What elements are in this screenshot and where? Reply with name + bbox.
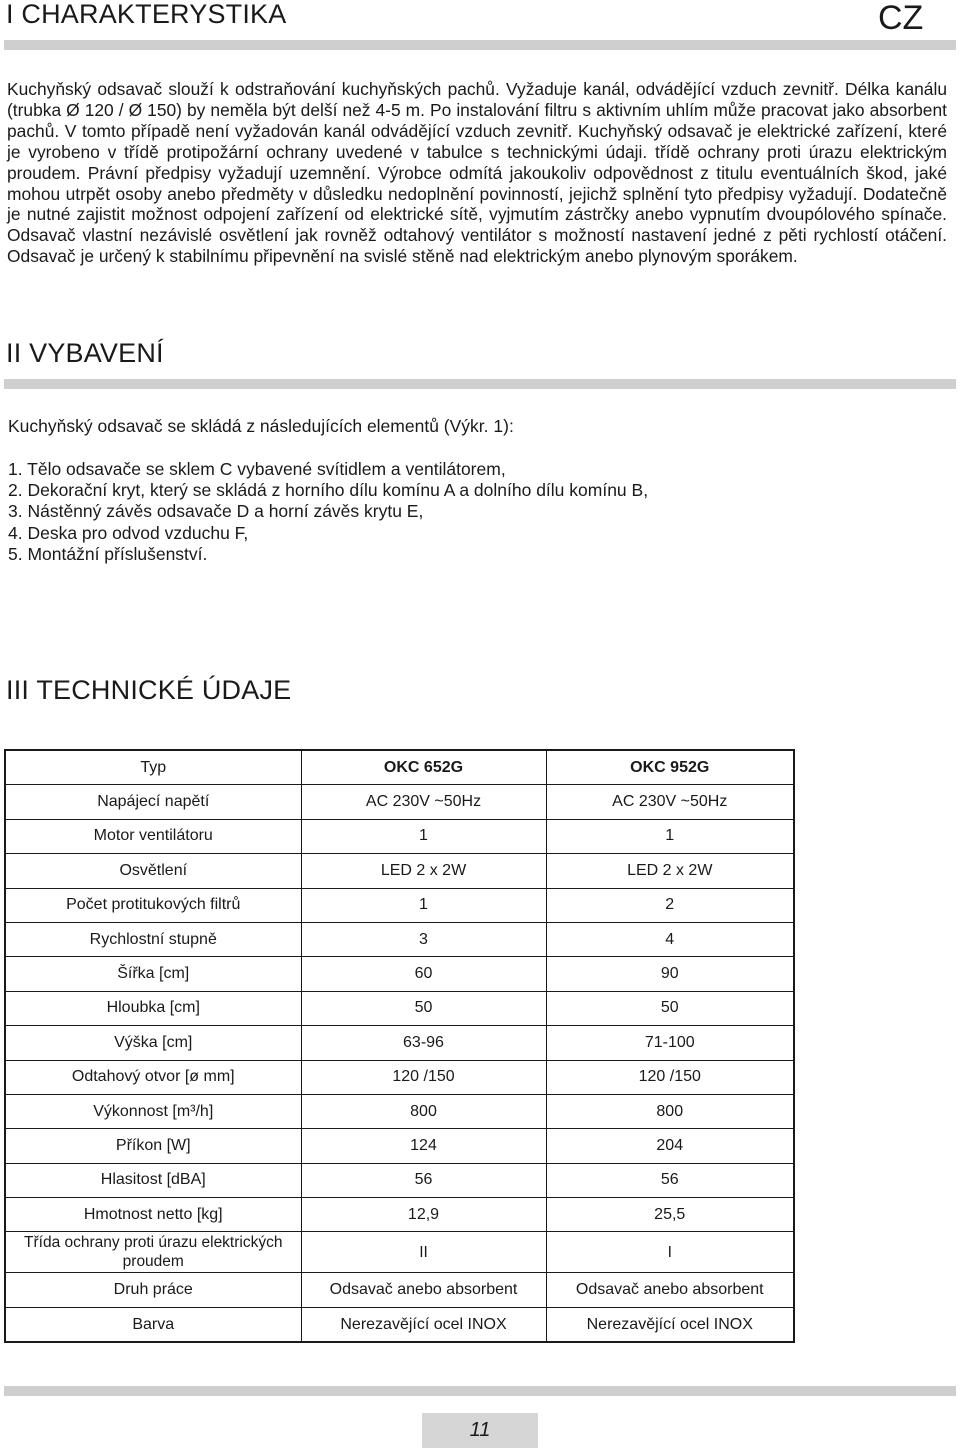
table-cell: 12,9 <box>301 1198 546 1232</box>
table-cell: 50 <box>546 991 794 1025</box>
table-row <box>5 957 794 991</box>
table-cell: Osvětlení <box>5 854 301 888</box>
table-cell: 56 <box>301 1163 546 1197</box>
table-row <box>5 922 794 956</box>
table-cell: Napájecí napětí <box>5 785 301 819</box>
table-cell: 1 <box>301 888 546 922</box>
list-item: 2. Dekorační kryt, který se skládá z horního dílu komínu A a dolního dílu komínu B, <box>8 480 649 501</box>
table-cell: Hloubka [cm] <box>5 991 301 1025</box>
table-cell: 2 <box>546 888 794 922</box>
table-cell: Odtahový otvor [ø mm] <box>5 1060 301 1094</box>
table-cell: 1 <box>301 819 546 853</box>
table-cell: Hlasitost [dBA] <box>5 1163 301 1197</box>
table-cell: Motor ventilátoru <box>5 819 301 853</box>
table-cell: LED 2 x 2W <box>546 854 794 888</box>
table-row <box>5 888 794 922</box>
page-number: 11 <box>422 1413 538 1448</box>
table-header-cell: Typ <box>5 750 301 785</box>
table-row <box>5 854 794 888</box>
table-cell: II <box>301 1232 546 1273</box>
table-cell: 124 <box>301 1129 546 1163</box>
section-2-divider <box>4 379 956 389</box>
table-cell: 50 <box>301 991 546 1025</box>
table-cell: Výška [cm] <box>5 1026 301 1060</box>
table-row <box>5 1094 794 1128</box>
table-cell: 4 <box>546 922 794 956</box>
table-row <box>5 1198 794 1232</box>
section-1-paragraph: Kuchyňský odsavač slouží k odstraňování kuchyňských pachů. Vyžaduje kanál, odvádějící vzduch zevnitř. Délka kanálu (trubka Ø 120 / Ø 150) by neměla být delší než 4-5 m. Po instalování filtru s aktivním uhlím může pracovat jako absorbent pachů. V tomto případě není vyžadován kanál odvádějící vzduch zevnitř. Kuchyňský odsavač je elektrické zařízení, které je vyrobeno v třídě protipožární ochrany uvedené v tabulce s technickými údaji. třídě ochrany proti úrazu elektrickým proudem. Právní předpisy vyžadují uzemnění. Výrobce odmítá jakoukoliv odpovědnost z titulu eventuálních škod, jaké mohou utrpět osoby anebo předměty v důsledku nedoplnění povinností, jejichž splnění tyto předpisy vyžadují. Dodatečně je nutné zajistit možnost odpojení zařízení od elektrické sítě, vyjmutím zástrčky anebo vypnutím dvoupólového spínače. Odsavač vlastní nezávislé osvětlení jak rovněž odtahový ventilátor s možností nastavení jedné z pěti rychlostí otáčení. Odsavač je určený k stabilnímu připevnění na svislé stěně nad elektrickým anebo plynovým sporákem. <box>7 79 947 267</box>
table-row <box>5 991 794 1025</box>
table-row <box>5 1060 794 1094</box>
table-cell: 120 /150 <box>301 1060 546 1094</box>
table-cell: Rychlostní stupně <box>5 922 301 956</box>
section-2-title: II VYBAVENÍ <box>6 338 164 368</box>
list-item: 5. Montážní příslušenství. <box>8 543 208 564</box>
section-1-title: I CHARAKTERYSTIKA <box>6 0 287 29</box>
table-cell: Odsavač anebo absorbent <box>546 1273 794 1307</box>
table-cell: Druh práce <box>5 1273 301 1307</box>
table-cell: Příkon [W] <box>5 1129 301 1163</box>
footer-divider <box>4 1386 956 1396</box>
table-row <box>5 1026 794 1060</box>
table-cell: Třída ochrany proti úrazu elektrických proudem <box>5 1232 301 1273</box>
table-cell: I <box>546 1232 794 1273</box>
table-cell: 120 /150 <box>546 1060 794 1094</box>
table-cell: 63-96 <box>301 1026 546 1060</box>
table-cell: 3 <box>301 922 546 956</box>
table-row <box>5 1307 794 1342</box>
table-cell: 1 <box>546 819 794 853</box>
table-cell: 25,5 <box>546 1198 794 1232</box>
table-cell: Výkonnost [m³/h] <box>5 1094 301 1128</box>
table-cell: AC 230V ~50Hz <box>546 785 794 819</box>
table-cell: 204 <box>546 1129 794 1163</box>
table-cell: Barva <box>5 1307 301 1342</box>
table-cell: 71-100 <box>546 1026 794 1060</box>
list-item: 4. Deska pro odvod vzduchu F, <box>8 522 249 543</box>
table-cell: 800 <box>301 1094 546 1128</box>
language-code: CZ <box>878 0 924 37</box>
table-cell: Nerezavějící ocel INOX <box>546 1307 794 1342</box>
table-header-row <box>5 750 794 785</box>
table-row <box>5 1129 794 1163</box>
table-row <box>5 1273 794 1307</box>
list-item: 1. Tělo odsavače se sklem C vybavené svítidlem a ventilátorem, <box>8 459 506 479</box>
table-cell: Odsavač anebo absorbent <box>301 1273 546 1307</box>
table-cell: 90 <box>546 957 794 991</box>
technical-data-table <box>4 749 795 1343</box>
table-cell: 56 <box>546 1163 794 1197</box>
table-row <box>5 1163 794 1197</box>
table-cell: Počet protitukových filtrů <box>5 888 301 922</box>
table-cell: Šířka [cm] <box>5 957 301 991</box>
table-row <box>5 819 794 853</box>
components-list <box>8 459 648 565</box>
table-cell: 800 <box>546 1094 794 1128</box>
table-cell: LED 2 x 2W <box>301 854 546 888</box>
list-item: 3. Nástěnný závěs odsavače D a horní závěs krytu E, <box>8 501 424 522</box>
components-intro: Kuchyňský odsavač se skládá z následujících elementů (Výkr. 1): <box>8 416 514 436</box>
table-cell: Nerezavějící ocel INOX <box>301 1307 546 1342</box>
table-cell: AC 230V ~50Hz <box>301 785 546 819</box>
section-1-divider <box>4 40 956 50</box>
table-cell: 60 <box>301 957 546 991</box>
section-3-title: III TECHNICKÉ ÚDAJE <box>6 675 292 705</box>
table-row <box>5 785 794 819</box>
table-header-cell: OKC 952G <box>546 750 794 785</box>
table-row <box>5 1232 794 1273</box>
table-cell: Hmotnost netto [kg] <box>5 1198 301 1232</box>
table-header-cell: OKC 652G <box>301 750 546 785</box>
